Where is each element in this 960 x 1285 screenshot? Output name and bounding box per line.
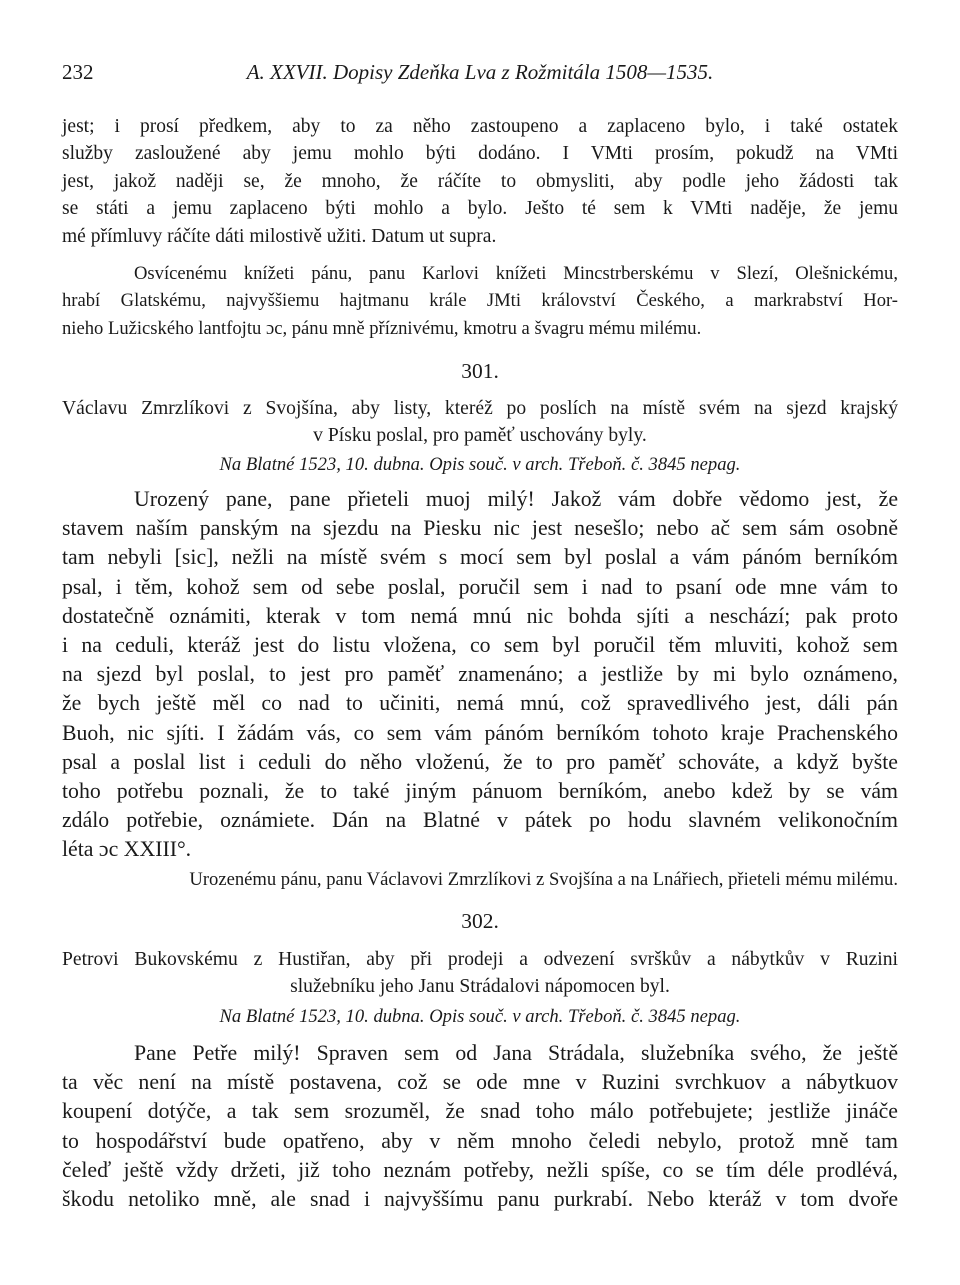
letter-302-summary bbox=[62, 946, 898, 1001]
letter-301-body bbox=[62, 485, 898, 865]
page-number: 232 bbox=[62, 60, 94, 84]
text-line: Buoh, nic sjíti. I žádám vás, co sem vám pánóm berníkóm tohoto kraje Prachenského bbox=[62, 720, 898, 745]
letter-301-address: Urozenému pánu, panu Václavovi Zmrzlíkovi z Svojšína a na Lnářiech, přieteli mému milému. bbox=[189, 869, 898, 890]
letter-301-summary bbox=[62, 395, 898, 450]
letter-301-source: Na Blatné 1523, 10. dubna. Opis souč. v arch. Třeboň. č. 3845 nepag. bbox=[219, 454, 741, 475]
text-line: Urozený pane, pane přieteli muoj milý! Jakož vám dobře vědomo jest, že bbox=[134, 487, 898, 511]
text-line: ta věc není na místě postavena, což se ode mne v Ruzini svrchkuov a nábytkuov bbox=[62, 1070, 898, 1095]
text-line: služby zasloužené aby jemu mohlo býti dodáno. I VMti prosím, pokudž na VMti bbox=[62, 143, 898, 165]
address-line: nieho Lužicského lantfojtu ɔc, pánu mně příznivému, kmotru a švagru mému milému. bbox=[62, 317, 702, 339]
page-header bbox=[62, 60, 898, 92]
text-line: jest, jakož naději se, že mnoho, že ráčíte to obmysliti, aby podle jeho žádosti tak bbox=[62, 170, 898, 192]
summary-line: v Písku poslal, pro paměť uschovány byly. bbox=[313, 425, 647, 447]
letter-302-body bbox=[62, 1039, 898, 1214]
text-line: toho potřebu poznali, že to také jiným pánuom berníkóm, anebo kdež by se vám bbox=[62, 779, 898, 804]
text-line: Pane Petře milý! Spraven sem od Jana Strádala, služebníka svého, že ještě bbox=[134, 1041, 898, 1065]
text-line: na sjezd byl poslal, to jest pro paměť znamenáno; a jestliže by mi bylo oznámeno, bbox=[62, 662, 898, 687]
text-line: psal, i těm, kohož sem od sebe poslal, poručil sem i nad to psaní ode mne vám to bbox=[62, 574, 898, 599]
text-line: psal a poslal list i ceduli do něho vloženú, že to pro paměť schováte, a když byšte bbox=[62, 749, 898, 774]
letter-number-302: 302. bbox=[461, 909, 499, 933]
text-line: dostatečně oznámiti, kterak v tom nemá mnú nic bohda sjíti a neschází; pak proto bbox=[62, 603, 898, 628]
letter-number-301: 301. bbox=[461, 359, 499, 383]
text-line: jest; i prosí předkem, aby to za něho zastoupeno a zaplaceno bylo, i také ostatek bbox=[62, 116, 898, 137]
text-line: stavem naším panským na sjezdu na Piesku nic jest nesešlo; nebo ač sem sám osobně bbox=[62, 516, 898, 541]
text-line: zdálo potřebie, oznámiete. Dán na Blatné v pátek po hodu slavném velikonočním bbox=[62, 808, 898, 833]
text-line: to hospodářství bude opatřeno, aby v něm mnoho čeledi nebylo, protož mně tam bbox=[62, 1128, 898, 1153]
text-line: koupení dotýče, a tak sem srozuměl, že snad toho málo potřebujete; jestliže jináče bbox=[62, 1099, 898, 1124]
address-paragraph bbox=[62, 260, 898, 342]
text-line: škodu netoliko mně, ale snad i najvyššímu panu purkrabí. Nebo kteráž v tom dvoře bbox=[62, 1187, 898, 1212]
text-line: mé přímluvy ráčíte dáti milostivě užiti. Datum ut supra. bbox=[62, 225, 497, 247]
text-line: se státi a jemu zaplaceno býti mohlo a bylo. Ješto té sem k VMti naděje, že jemu bbox=[62, 198, 898, 220]
text-line: tam nebyli [sic], nežli na místě svém s mocí sem byl poslal a vám pánóm berníkóm bbox=[62, 545, 898, 570]
address-line: Osvícenému knížeti pánu, panu Karlovi knížeti Mincstrberskému v Slezí, Olešnickému, bbox=[134, 263, 898, 284]
running-title: A. XXVII. Dopisy Zdeňka Lva z Rožmitála 1508—1535. bbox=[246, 60, 714, 84]
address-line: hrabí Glatskému, najvyššiemu hajtmanu krále JMti království Českého, a markrabství Hor- bbox=[62, 290, 898, 312]
summary-line: Petrovi Bukovskému z Hustiřan, aby při prodeji a odvezení svrškův a nábytkův v Ruzini bbox=[62, 949, 898, 970]
text-line: léta ɔc XXIII°. bbox=[62, 837, 192, 862]
letter-302-source: Na Blatné 1523, 10. dubna. Opis souč. v arch. Třeboň. č. 3845 nepag. bbox=[219, 1006, 741, 1027]
summary-line: služebníku jeho Janu Strádalovi nápomocen byl. bbox=[290, 976, 670, 998]
text-line: čeleď ještě vždy držeti, již toho neznám potřeby, nežli spíše, co se tím déle prodlévá, bbox=[62, 1157, 898, 1182]
summary-line: Václavu Zmrzlíkovi z Svojšína, aby listy, kteréž po poslích na místě svém na sjezd krajský bbox=[62, 398, 898, 419]
text-line: že bych ještě měl co nad to učiniti, nemá mnú, což spravedlivého jest, dáli pán bbox=[62, 691, 898, 716]
text-line: i na ceduli, kteráž jest do listu vložena, co sem byl poručil těm mluviti, kohož sem bbox=[62, 633, 898, 658]
continuation-paragraph bbox=[62, 113, 898, 250]
